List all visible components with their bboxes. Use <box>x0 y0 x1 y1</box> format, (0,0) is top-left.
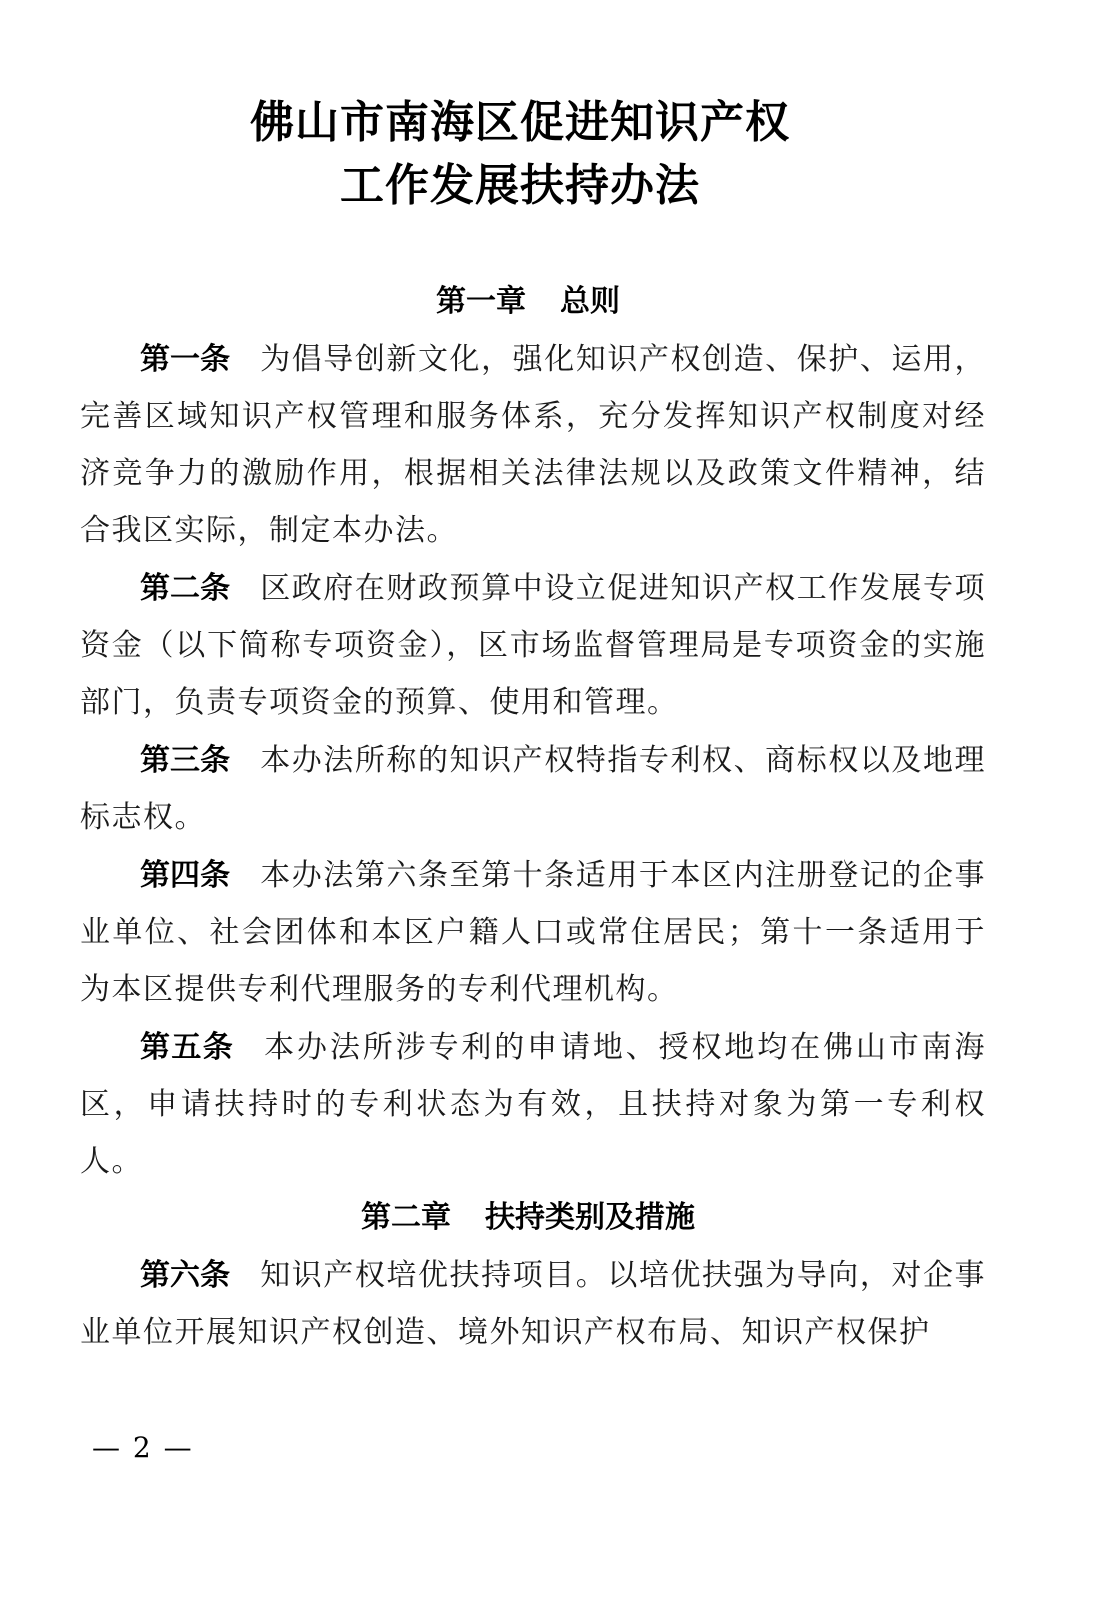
document-title-line-1: 佛山市南海区促进知识产权 <box>250 97 790 148</box>
chapter-number: 第一章 <box>436 284 526 319</box>
article-label: 第五条 <box>140 1030 235 1065</box>
chapter-name: 扶持类别及措施 <box>485 1200 695 1235</box>
article-text: 区政府在财政预算中设立促进知识产权工作发展专项资金（以下简称专项资金），区市场监督管理局是专项资金的实施部门，负责专项资金的预算、使用和管理。 <box>80 571 987 720</box>
article-label: 第三条 <box>140 743 231 778</box>
chapter-heading-1 <box>0 282 1078 322</box>
article-2 <box>80 560 986 731</box>
article-text: 本办法第六条至第十条适用于本区内注册登记的企事业单位、社会团体和本区户籍人口或常住居民；第十一条适用于为本区提供专利代理服务的专利代理机构。 <box>80 858 987 1007</box>
article-label: 第四条 <box>140 858 231 893</box>
article-text: 为倡导创新文化，强化知识产权创造、保护、运用，完善区域知识产权管理和服务体系，充分发挥知识产权制度对经济竞争力的激励作用，根据相关法律法规以及政策文件精神，结合我区实际，制定本办法。 <box>80 342 987 548</box>
chapter-name: 总则 <box>560 284 620 319</box>
article-label: 第一条 <box>140 342 231 377</box>
article-label: 第二条 <box>140 571 231 606</box>
article-text: 本办法所涉专利的申请地、授权地均在佛山市南海区，申请扶持时的专利状态为有效，且扶持对象为第一专利权人。 <box>80 1030 986 1179</box>
chapter-number: 第二章 <box>361 1200 451 1235</box>
article-text: 本办法所称的知识产权特指专利权、商标权以及地理标志权。 <box>80 743 987 835</box>
article-5 <box>80 1019 986 1190</box>
article-6 <box>80 1247 986 1361</box>
article-4 <box>80 847 986 1018</box>
article-label: 第六条 <box>140 1258 231 1293</box>
chapter-heading-2 <box>0 1198 1078 1238</box>
article-text: 知识产权培优扶持项目。以培优扶强为导向，对企事业单位开展知识产权创造、境外知识产权布局、知识产权保护 <box>80 1258 987 1350</box>
article-3 <box>80 732 986 846</box>
page-number: — 2 — <box>92 1431 194 1464</box>
document-title-line-2: 工作发展扶持办法 <box>340 160 700 211</box>
article-1 <box>80 331 986 559</box>
